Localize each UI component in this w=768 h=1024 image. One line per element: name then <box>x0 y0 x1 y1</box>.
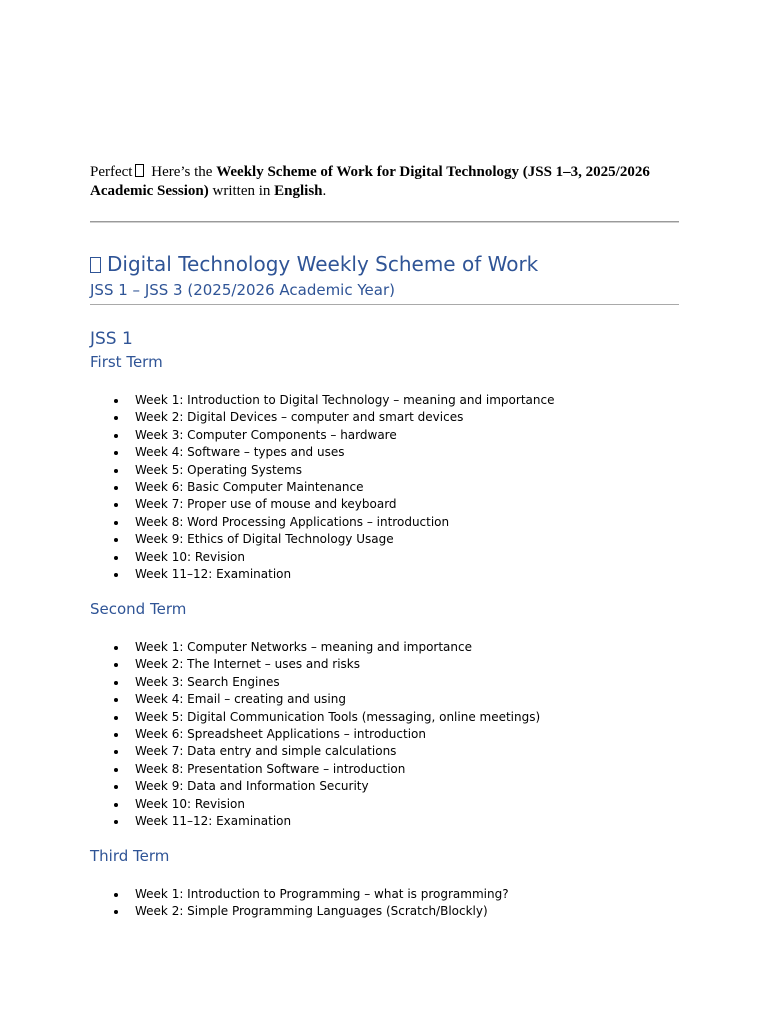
term-heading-second: Second Term <box>90 600 187 618</box>
intro-bold-language: English <box>274 183 323 199</box>
horizontal-divider <box>90 221 679 223</box>
list-item: Week 6: Basic Computer Maintenance <box>90 479 554 496</box>
list-item: Week 1: Introduction to Digital Technology – meaning and importance <box>90 392 554 409</box>
list-item: Week 8: Presentation Software – introduction <box>90 761 540 778</box>
list-item: Week 9: Ethics of Digital Technology Usage <box>90 531 554 548</box>
document-title <box>90 252 679 276</box>
list-item: Week 9: Data and Information Security <box>90 778 540 795</box>
list-item: Week 7: Proper use of mouse and keyboard <box>90 496 554 513</box>
list-item: Week 4: Software – types and uses <box>90 444 554 461</box>
list-item: Week 7: Data entry and simple calculations <box>90 743 540 760</box>
intro-text-2: written in <box>208 183 275 199</box>
list-item: Week 2: The Internet – uses and risks <box>90 656 540 673</box>
third-term-week-list <box>90 886 509 921</box>
list-item: Week 11–12: Examination <box>90 813 540 830</box>
second-term-week-list <box>90 639 540 830</box>
list-item: Week 8: Word Processing Applications – introduction <box>90 514 554 531</box>
term-heading-third: Third Term <box>90 847 170 865</box>
list-item: Week 4: Email – creating and using <box>90 691 540 708</box>
list-item: Week 1: Introduction to Programming – what is programming? <box>90 886 509 903</box>
list-item: Week 2: Simple Programming Languages (Scratch/Blockly) <box>90 903 509 920</box>
class-heading-jss1: JSS 1 <box>90 329 133 349</box>
first-term-week-list <box>90 392 554 583</box>
intro-lead: Perfect <box>90 164 133 180</box>
list-item: Week 10: Revision <box>90 549 554 566</box>
missing-glyph-icon <box>135 164 144 177</box>
intro-paragraph <box>90 163 679 201</box>
list-item: Week 3: Search Engines <box>90 674 540 691</box>
list-item: Week 5: Operating Systems <box>90 462 554 479</box>
list-item: Week 2: Digital Devices – computer and smart devices <box>90 409 554 426</box>
intro-text-1: Here’s the <box>147 164 217 180</box>
missing-glyph-icon <box>90 257 101 273</box>
document-subtitle: JSS 1 – JSS 3 (2025/2026 Academic Year) <box>90 281 395 299</box>
intro-text-3: . <box>322 183 327 199</box>
intro-bold-title: Weekly Scheme of Work for Digital Technology (JSS 1–3, 2025/2026 Academic Session) <box>90 164 650 199</box>
list-item: Week 5: Digital Communication Tools (messaging, online meetings) <box>90 709 540 726</box>
list-item: Week 11–12: Examination <box>90 566 554 583</box>
list-item: Week 6: Spreadsheet Applications – introduction <box>90 726 540 743</box>
term-heading-first: First Term <box>90 353 163 371</box>
document-title-text: Digital Technology Weekly Scheme of Work <box>107 252 539 276</box>
title-underline <box>90 304 679 305</box>
list-item: Week 10: Revision <box>90 796 540 813</box>
list-item: Week 1: Computer Networks – meaning and importance <box>90 639 540 656</box>
list-item: Week 3: Computer Components – hardware <box>90 427 554 444</box>
